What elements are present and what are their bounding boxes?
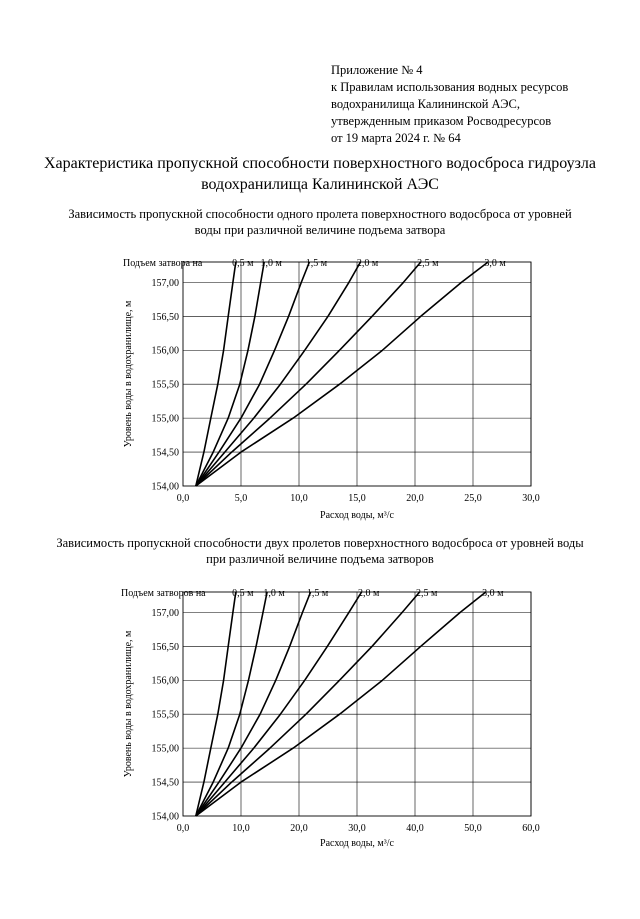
chart-2-title	[0, 535, 640, 567]
y-tick-label: 155,00	[151, 413, 179, 425]
appendix-line-5: от 19 марта 2024 г. № 64	[331, 131, 461, 145]
y-axis-label: Уровень воды в водохранилище, м	[123, 630, 134, 778]
x-tick-label: 0,0	[176, 823, 190, 834]
y-tick-label: 154,00	[151, 811, 179, 823]
series-line	[196, 592, 420, 816]
y-tick-label: 156,50	[151, 641, 179, 653]
appendix-line-4: утвержденным приказом Росводресурсов	[331, 114, 552, 128]
y-tick-label: 157,00	[151, 277, 179, 289]
series-label: 3,0 м	[482, 588, 504, 599]
chart-2-two-spans	[0, 570, 640, 870]
series-label: 3,0 м	[484, 258, 506, 269]
y-tick-label: 156,50	[151, 311, 179, 323]
series-label: 2,5 м	[417, 258, 439, 269]
series-line	[196, 262, 361, 486]
y-tick-label: 154,50	[151, 777, 179, 789]
series-label: 1,0 м	[260, 258, 282, 269]
legend-prefix: Подъем затвора на	[123, 258, 203, 269]
series-label: 0,5 м	[232, 588, 254, 599]
series-label: 0,5 м	[232, 258, 254, 269]
y-tick-label: 155,50	[151, 379, 179, 391]
x-tick-label: 20,0	[406, 493, 424, 504]
series-line	[196, 262, 264, 486]
series-line	[196, 592, 362, 816]
series-label: 1,0 м	[263, 588, 285, 599]
y-tick-label: 156,00	[151, 345, 179, 357]
x-tick-label: 10,0	[290, 493, 308, 504]
document-title-line-1: Характеристика пропускной способности поверхностного водосброса гидроузла	[43, 155, 597, 172]
appendix-header	[331, 62, 568, 147]
document-title	[0, 153, 640, 195]
chart-1-title	[0, 206, 640, 238]
x-tick-label: 40,0	[406, 823, 424, 834]
chart-1-title-line-2: воды при различной величине подъема затвора	[194, 223, 446, 237]
series-label: 1,5 м	[306, 588, 329, 599]
y-tick-label: 154,00	[151, 481, 179, 493]
appendix-line-3: водохранилища Калининской АЭС,	[331, 97, 520, 111]
x-tick-label: 30,0	[522, 493, 540, 504]
appendix-line-2: к Правилам использования водных ресурсов	[331, 80, 569, 94]
document-title-line-2: водохранилища Калининской АЭС	[201, 176, 439, 193]
y-tick-label: 154,50	[151, 447, 179, 459]
x-tick-label: 30,0	[348, 823, 366, 834]
y-tick-label: 156,00	[151, 675, 179, 687]
chart-2-title-line-2: при различной величине подъема затворов	[206, 552, 434, 566]
series-label: 2,0 м	[357, 588, 380, 599]
x-tick-label: 25,0	[464, 493, 482, 504]
x-tick-label: 0,0	[176, 493, 190, 504]
series-line	[196, 262, 488, 486]
y-tick-label: 157,00	[151, 607, 179, 619]
x-tick-label: 10,0	[232, 823, 250, 834]
legend-prefix: Подъем затворов на	[121, 588, 206, 599]
series-line	[196, 262, 236, 486]
x-axis-label: Расход воды, м³/с	[320, 838, 394, 849]
x-tick-label: 50,0	[464, 823, 482, 834]
series-label: 2,5 м	[415, 588, 438, 599]
chart-2-title-line-1: Зависимость пропускной способности двух пролетов поверхностного водосброса от уровней воды	[56, 536, 584, 550]
appendix-line-1: Приложение № 4	[331, 63, 423, 77]
y-axis-label: Уровень воды в водохранилище, м	[123, 300, 134, 448]
x-tick-label: 20,0	[290, 823, 308, 834]
x-tick-label: 60,0	[522, 823, 540, 834]
series-line	[196, 592, 236, 816]
series-label: 1,5 м	[305, 258, 328, 269]
x-axis-label: Расход воды, м³/с	[320, 510, 394, 521]
x-tick-label: 5,0	[234, 493, 248, 504]
chart-1-single-span	[0, 240, 640, 530]
y-tick-label: 155,50	[151, 709, 179, 721]
x-tick-label: 15,0	[348, 493, 366, 504]
chart-1-title-line-1: Зависимость пропускной способности одного пролета поверхностного водосброса от уровней	[68, 207, 572, 221]
series-label: 2,0 м	[356, 258, 379, 269]
series-line	[196, 262, 421, 486]
y-tick-label: 155,00	[151, 743, 179, 755]
